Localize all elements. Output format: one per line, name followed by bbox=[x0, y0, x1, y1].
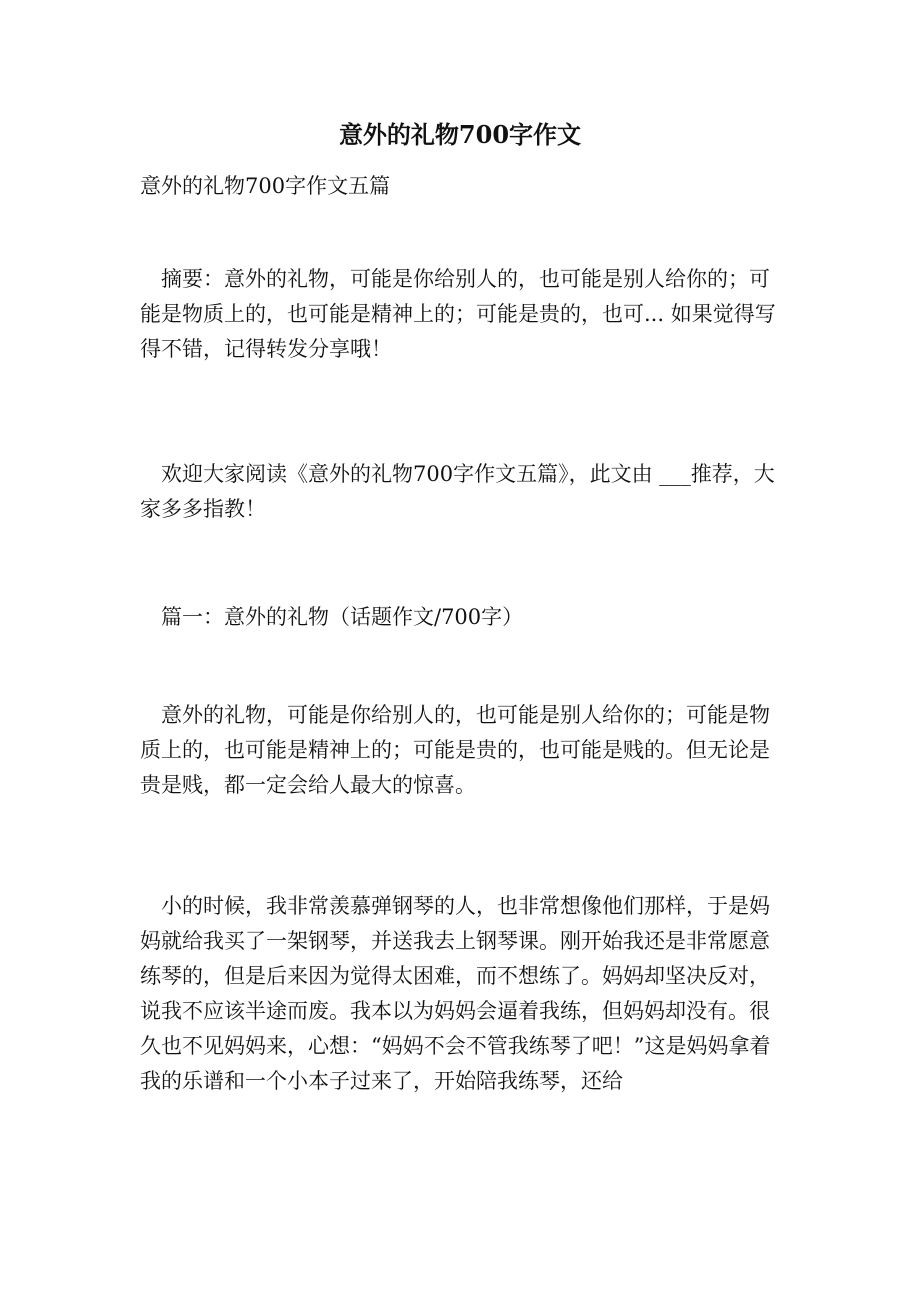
abstract-paragraph: 摘要：意外的礼物，可能是你给别人的，也可能是别人给你的；可能是物质上的，也可能是精神上的；可能是贵的，也可... 如果觉得写得不错，记得转发分享哦！ bbox=[140, 267, 776, 361]
body-paragraph: 意外的礼物，可能是你给别人的，也可能是别人给你的；可能是物质上的，也可能是精神上的；可能是贵的，也可能是贱的。但无论是贵是贱，都一定会给人最大的惊喜。 bbox=[140, 703, 770, 797]
section-heading: 篇一：意外的礼物（话题作文/700字） bbox=[161, 605, 524, 629]
document-title: 意外的礼物700字作文 bbox=[338, 120, 582, 149]
body-paragraph: 小的时候，我非常羡慕弹钢琴的人，也非常想像他们那样，于是妈妈就给我买了一架钢琴，并送我去上钢琴课。刚开始我还是非常愿意练琴的，但是后来因为觉得太困难，而不想练了。妈妈却坚决反对，说我不应该半途而废。我本以为妈妈会逼着我练，但妈妈却没有。很久也不见妈妈来，心想：“妈妈不会不管我练琴了吧！”这是妈妈拿着我的乐谱和一个小本子过来了，开始陪我练琴，还给 bbox=[140, 894, 771, 1093]
document-subtitle: 意外的礼物700字作文五篇 bbox=[140, 174, 391, 198]
welcome-paragraph: 欢迎大家阅读《意外的礼物700字作文五篇》，此文由 ___推荐，大家多多指教！ bbox=[140, 462, 775, 521]
